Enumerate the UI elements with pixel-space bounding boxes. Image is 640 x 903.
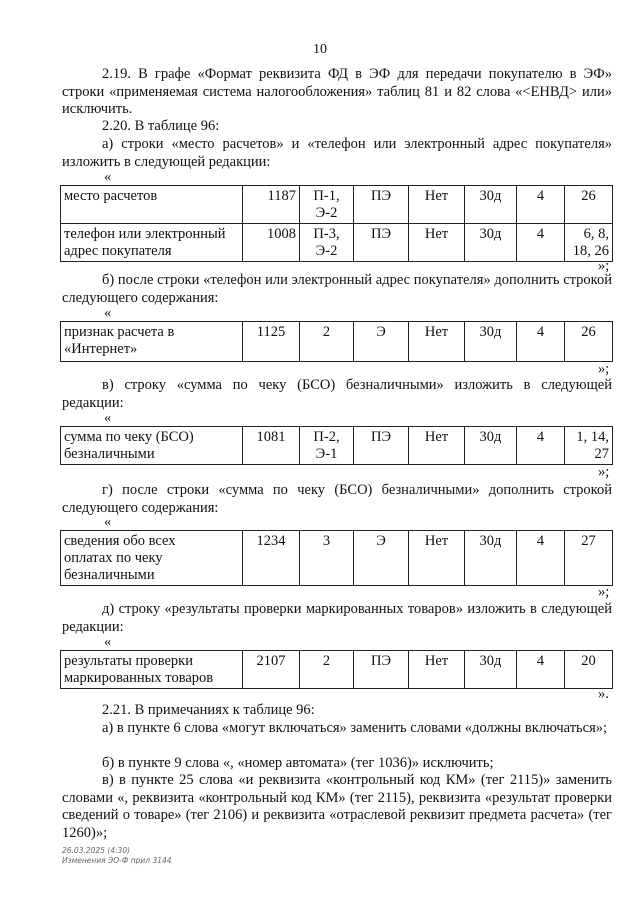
cell-version: 4 bbox=[517, 186, 565, 224]
cell-tag: 1008 bbox=[243, 224, 300, 262]
table-row bbox=[61, 651, 613, 689]
cell-type: Э bbox=[354, 322, 409, 362]
cell-length: 30д bbox=[465, 427, 517, 465]
paragraph-2-21-b: б) в пункте 9 слова «, «номер автомата» (тег 1036)» исключить; bbox=[102, 755, 494, 771]
cell-version: 4 bbox=[517, 531, 565, 586]
cell-format: П-2, Э-1 bbox=[300, 427, 354, 465]
cell-version: 4 bbox=[517, 427, 565, 465]
cell-format: 2 bbox=[300, 651, 354, 689]
cell-required: Нет bbox=[409, 224, 465, 262]
footer-document-id: Изменения ЭО-Ф прил 3144 bbox=[62, 856, 172, 865]
cell-length: 30д bbox=[465, 531, 517, 586]
footer-date: 26.03.2025 (4:30) bbox=[62, 846, 131, 855]
table-v bbox=[60, 426, 613, 465]
paragraph-2-20-a: а) строки «место расчетов» и «телефон или электронный адрес покупателя» изложить в следующей редакции: bbox=[62, 136, 612, 170]
cell-type: ПЭ bbox=[354, 651, 409, 689]
quote-open: « bbox=[104, 514, 112, 530]
quote-open: « bbox=[104, 410, 112, 426]
cell-name: сведения обо всех оплатах по чеку безналичными bbox=[61, 531, 243, 586]
table-row bbox=[61, 186, 613, 224]
paragraph-2-21-title: 2.21. В примечаниях к таблице 96: bbox=[102, 702, 315, 718]
quote-open: « bbox=[104, 169, 112, 185]
table-b bbox=[60, 321, 613, 362]
table-row bbox=[61, 531, 613, 586]
cell-notes: 6, 8, 18, 26 bbox=[565, 224, 613, 262]
cell-name: сумма по чеку (БСО) безналичными bbox=[61, 427, 243, 465]
cell-length: 30д bbox=[465, 224, 517, 262]
cell-type: ПЭ bbox=[354, 427, 409, 465]
quote-close: »; bbox=[598, 361, 610, 377]
table-row bbox=[61, 322, 613, 362]
cell-length: 30д bbox=[465, 186, 517, 224]
cell-format: 2 bbox=[300, 322, 354, 362]
cell-notes: 26 bbox=[565, 322, 613, 362]
cell-name: результаты проверки маркированных товаров bbox=[61, 651, 243, 689]
paragraph-2-20-d: д) строку «результаты проверки маркированных товаров» изложить в следующей редакции: bbox=[62, 601, 612, 635]
cell-required: Нет bbox=[409, 186, 465, 224]
page-number: 10 bbox=[313, 42, 327, 57]
cell-required: Нет bbox=[409, 322, 465, 362]
cell-tag: 1234 bbox=[243, 531, 300, 586]
table-d bbox=[60, 650, 613, 689]
cell-type: ПЭ bbox=[354, 186, 409, 224]
quote-open: « bbox=[104, 634, 112, 650]
cell-tag: 1187 bbox=[243, 186, 300, 224]
cell-required: Нет bbox=[409, 427, 465, 465]
cell-notes: 27 bbox=[565, 531, 613, 586]
cell-required: Нет bbox=[409, 531, 465, 586]
table-row bbox=[61, 224, 613, 262]
cell-length: 30д bbox=[465, 651, 517, 689]
table-g bbox=[60, 530, 613, 586]
quote-close: »; bbox=[598, 464, 610, 480]
paragraph-2-20-v: в) строку «сумма по чеку (БСО) безналичными» изложить в следующей редакции: bbox=[62, 377, 612, 411]
paragraph-2-21-a: а) в пункте 6 слова «могут включаться» заменить словами «должны включаться»; bbox=[102, 720, 608, 736]
paragraph-2-21-v: в) в пункте 25 слова «и реквизита «контрольный код КМ» (тег 2115)» заменить словами «, реквизита «контрольный код КМ» (тег 2115), реквизита «результат проверки сведений о товаре» (тег 2106) и реквизита «отраслевой реквизит предмета расчета» (тег 1260)»; bbox=[62, 772, 612, 841]
quote-close: ». bbox=[598, 686, 609, 702]
cell-format: П-3, Э-2 bbox=[300, 224, 354, 262]
cell-name: телефон или электронный адрес покупателя bbox=[61, 224, 243, 262]
quote-close: »; bbox=[598, 584, 610, 600]
cell-type: ПЭ bbox=[354, 224, 409, 262]
cell-notes: 20 bbox=[565, 651, 613, 689]
paragraph-2-20-title: 2.20. В таблице 96: bbox=[102, 118, 220, 134]
cell-notes: 1, 14, 27 bbox=[565, 427, 613, 465]
cell-version: 4 bbox=[517, 322, 565, 362]
cell-name: признак расчета в «Интернет» bbox=[61, 322, 243, 362]
cell-name: место расчетов bbox=[61, 186, 243, 224]
paragraph-2-20-g: г) после строки «сумма по чеку (БСО) безналичными» дополнить строкой следующего содержания: bbox=[62, 482, 612, 516]
table-a bbox=[60, 185, 613, 262]
table-row bbox=[61, 427, 613, 465]
cell-tag: 1125 bbox=[243, 322, 300, 362]
cell-notes: 26 bbox=[565, 186, 613, 224]
quote-close: »; bbox=[598, 258, 610, 274]
cell-type: Э bbox=[354, 531, 409, 586]
quote-open: « bbox=[104, 305, 112, 321]
cell-version: 4 bbox=[517, 224, 565, 262]
cell-required: Нет bbox=[409, 651, 465, 689]
cell-format: 3 bbox=[300, 531, 354, 586]
cell-length: 30д bbox=[465, 322, 517, 362]
paragraph-2-20-b: б) после строки «телефон или электронный адрес покупателя» дополнить строкой следующего содержания: bbox=[62, 272, 612, 306]
cell-tag: 2107 bbox=[243, 651, 300, 689]
cell-version: 4 bbox=[517, 651, 565, 689]
cell-format: П-1, Э-2 bbox=[300, 186, 354, 224]
cell-tag: 1081 bbox=[243, 427, 300, 465]
paragraph-2-19: 2.19. В графе «Формат реквизита ФД в ЭФ для передачи покупателю в ЭФ» строки «применяемая система налогообложения» таблиц 81 и 82 слова «<ЕНВД> или» исключить. bbox=[62, 66, 612, 117]
